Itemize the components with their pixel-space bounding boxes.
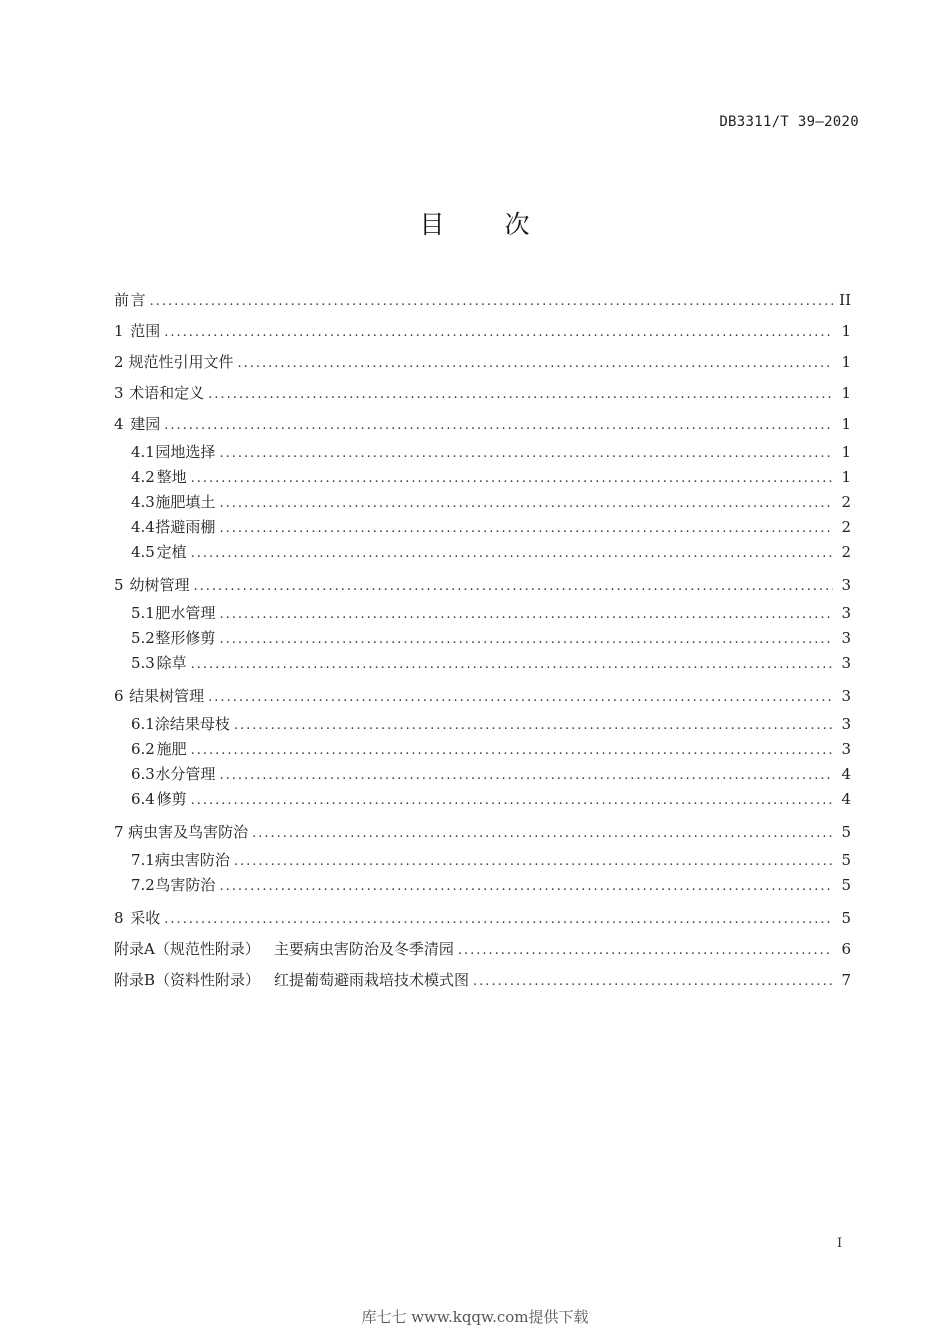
toc-entry-number: 1 bbox=[114, 322, 124, 340]
toc-entry[interactable] bbox=[114, 762, 851, 787]
toc-dot-leader bbox=[164, 317, 833, 348]
toc-dot-leader bbox=[219, 516, 833, 541]
toc-entry-page: 2 bbox=[841, 543, 851, 561]
toc-entry-page: 3 bbox=[841, 740, 851, 758]
toc-entry-title: 施肥填土 bbox=[155, 493, 216, 511]
toc-entry[interactable] bbox=[114, 515, 851, 540]
toc-entry-number: 4 bbox=[114, 415, 124, 433]
toc-entry[interactable] bbox=[114, 817, 851, 848]
toc-entry-title: 言 bbox=[130, 291, 146, 309]
toc-entry-title: 园地选择 bbox=[155, 443, 216, 461]
toc-entry-title: 红提葡萄避雨栽培技术模式图 bbox=[274, 971, 470, 989]
toc-entry[interactable] bbox=[114, 787, 851, 812]
toc-dot-leader bbox=[191, 541, 833, 566]
toc-title: 目 次 bbox=[419, 210, 556, 239]
toc-entry[interactable] bbox=[114, 285, 851, 316]
toc-entry[interactable] bbox=[114, 465, 851, 490]
toc-entry-page: 6 bbox=[841, 940, 851, 958]
toc-dot-leader bbox=[191, 466, 833, 491]
toc-entry[interactable] bbox=[114, 848, 851, 873]
toc-entry[interactable] bbox=[114, 626, 851, 651]
toc-entry-title: 规范性引用文件 bbox=[128, 353, 234, 371]
toc-dot-leader bbox=[473, 966, 833, 997]
toc-entry[interactable] bbox=[114, 409, 851, 440]
toc-entry-title: 鸟害防治 bbox=[155, 876, 216, 894]
toc-entry-title: 结果树管理 bbox=[129, 687, 205, 705]
toc-entry[interactable] bbox=[114, 540, 851, 565]
toc-entry-title: 水分管理 bbox=[155, 765, 216, 783]
toc-entry[interactable] bbox=[114, 903, 851, 934]
toc-dot-leader bbox=[191, 738, 833, 763]
toc-entry-page: 2 bbox=[841, 493, 851, 511]
toc-entry-page: 7 bbox=[841, 971, 851, 989]
table-of-contents bbox=[114, 285, 851, 996]
toc-dot-leader bbox=[150, 286, 833, 317]
toc-entry[interactable] bbox=[114, 601, 851, 626]
toc-entry-number: 4.2 bbox=[131, 468, 155, 486]
toc-entry[interactable] bbox=[114, 681, 851, 712]
toc-entry[interactable] bbox=[114, 712, 851, 737]
toc-entry-page: 3 bbox=[841, 629, 851, 647]
toc-entry-title: 整形修剪 bbox=[155, 629, 216, 647]
toc-entry-title: 术语和定义 bbox=[129, 384, 205, 402]
toc-entry[interactable] bbox=[114, 316, 851, 347]
toc-entry-page: 3 bbox=[841, 654, 851, 672]
toc-entry-number: 6.3 bbox=[131, 765, 155, 783]
toc-entry[interactable] bbox=[114, 490, 851, 515]
toc-entry-title: 采收 bbox=[130, 909, 161, 927]
toc-entry-title: 整地 bbox=[156, 468, 187, 486]
toc-entry-title: 范围 bbox=[130, 322, 161, 340]
toc-entry-title: 病虫害防治 bbox=[154, 851, 230, 869]
toc-entry-title: 幼树管理 bbox=[129, 576, 190, 594]
toc-entry-page: 3 bbox=[841, 604, 851, 622]
document-code: DB3311/T 39—2020 bbox=[719, 114, 859, 130]
toc-dot-leader bbox=[219, 627, 833, 652]
toc-entry-page: 4 bbox=[841, 765, 851, 783]
toc-entry-page: 2 bbox=[841, 518, 851, 536]
toc-entry[interactable] bbox=[114, 651, 851, 676]
toc-entry-title: 除草 bbox=[156, 654, 187, 672]
toc-entry-page: 1 bbox=[841, 322, 851, 340]
toc-dot-leader bbox=[191, 652, 833, 677]
toc-entry-number: 6.2 bbox=[131, 740, 155, 758]
toc-entry-number: 5.2 bbox=[131, 629, 155, 647]
toc-entry-number: 4.4 bbox=[131, 518, 155, 536]
toc-entry-page: 1 bbox=[841, 443, 851, 461]
toc-entry-page: 1 bbox=[841, 384, 851, 402]
toc-entry-title: 病虫害及鸟害防治 bbox=[128, 823, 249, 841]
toc-entry[interactable] bbox=[114, 934, 851, 965]
page-number: I bbox=[837, 1236, 843, 1251]
toc-dot-leader bbox=[219, 763, 833, 788]
toc-entry-number: 6.1 bbox=[131, 715, 155, 733]
toc-entry[interactable] bbox=[114, 570, 851, 601]
toc-dot-leader bbox=[219, 441, 833, 466]
toc-entry-title: 涂结果母枝 bbox=[154, 715, 230, 733]
toc-entry-number: 5 bbox=[114, 576, 124, 594]
toc-entry-title: 施肥 bbox=[156, 740, 187, 758]
toc-dot-leader bbox=[219, 602, 833, 627]
toc-dot-leader bbox=[219, 874, 833, 899]
toc-entry-page: 5 bbox=[841, 876, 851, 894]
toc-dot-leader bbox=[208, 379, 833, 410]
toc-dot-leader bbox=[237, 348, 833, 379]
toc-dot-leader bbox=[219, 491, 833, 516]
toc-dot-leader bbox=[458, 935, 833, 966]
toc-entry-number: 5.1 bbox=[131, 604, 155, 622]
toc-entry[interactable] bbox=[114, 737, 851, 762]
toc-entry-title: 主要病虫害防治及冬季清园 bbox=[273, 940, 454, 958]
toc-dot-leader bbox=[234, 713, 833, 738]
toc-entry-number: 4.3 bbox=[131, 493, 155, 511]
toc-entry-page: 3 bbox=[841, 687, 851, 705]
toc-entry-number: 附录B（资料性附录） bbox=[114, 971, 261, 989]
toc-dot-leader bbox=[164, 410, 833, 441]
toc-entry-title: 定植 bbox=[156, 543, 187, 561]
toc-entry-page: 5 bbox=[841, 823, 851, 841]
toc-dot-leader bbox=[208, 682, 833, 713]
toc-entry-title: 搭避雨棚 bbox=[155, 518, 216, 536]
toc-entry-title: 修剪 bbox=[156, 790, 187, 808]
toc-dot-leader bbox=[164, 904, 833, 935]
toc-entry-page: 4 bbox=[841, 790, 851, 808]
toc-entry-number: 3 bbox=[114, 384, 124, 402]
toc-entry-number: 7.1 bbox=[131, 851, 155, 869]
toc-entry-number: 4.1 bbox=[131, 443, 155, 461]
toc-entry-number: 7 bbox=[114, 823, 124, 841]
toc-entry[interactable] bbox=[114, 378, 851, 409]
toc-entry-number: 附录A（规范性附录） bbox=[114, 940, 260, 958]
toc-entry-page: 1 bbox=[841, 468, 851, 486]
toc-entry-number: 8 bbox=[114, 909, 124, 927]
toc-dot-leader bbox=[252, 818, 833, 849]
toc-entry-number: 4.5 bbox=[131, 543, 155, 561]
toc-dot-leader bbox=[234, 849, 833, 874]
toc-entry-page: 1 bbox=[841, 353, 851, 371]
toc-entry-number: 前 bbox=[114, 291, 130, 309]
toc-entry-title: 肥水管理 bbox=[155, 604, 216, 622]
toc-entry-page: 5 bbox=[841, 851, 851, 869]
toc-entry-page: 5 bbox=[841, 909, 851, 927]
toc-entry-number: 6 bbox=[114, 687, 124, 705]
toc-entry-title: 建园 bbox=[130, 415, 161, 433]
toc-dot-leader bbox=[194, 571, 833, 602]
toc-entry-number: 7.2 bbox=[131, 876, 155, 894]
toc-entry-page: 1 bbox=[841, 415, 851, 433]
toc-entry-page: II bbox=[839, 291, 851, 309]
toc-entry[interactable] bbox=[114, 440, 851, 465]
toc-entry-number: 2 bbox=[114, 353, 124, 371]
toc-entry-page: 3 bbox=[841, 715, 851, 733]
toc-entry-number: 6.4 bbox=[131, 790, 155, 808]
toc-entry-page: 3 bbox=[841, 576, 851, 594]
watermark: 库七七 www.kqqw.com提供下载 bbox=[361, 1308, 589, 1326]
toc-entry[interactable] bbox=[114, 347, 851, 378]
toc-entry[interactable] bbox=[114, 873, 851, 898]
toc-entry-number: 5.3 bbox=[131, 654, 155, 672]
toc-dot-leader bbox=[191, 788, 833, 813]
toc-entry[interactable] bbox=[114, 965, 851, 996]
